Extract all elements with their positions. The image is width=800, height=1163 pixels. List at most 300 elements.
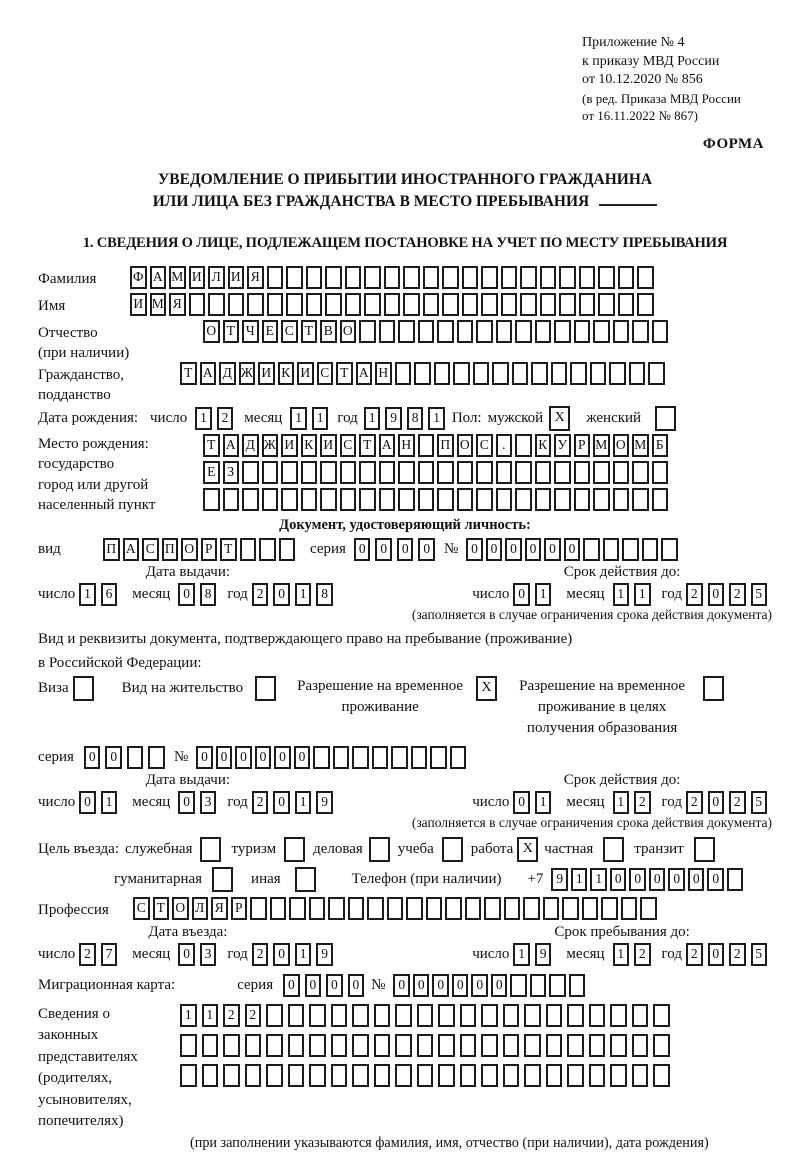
char-cell[interactable] [613,461,630,484]
char-cell[interactable] [570,362,587,385]
char-cell[interactable]: 1 [364,407,381,430]
purpose-private-checkbox[interactable] [603,837,624,862]
char-cell[interactable] [629,362,646,385]
char-cell[interactable]: 0 [491,974,508,997]
char-cell[interactable]: 0 [486,538,503,561]
char-cell[interactable]: 0 [354,538,371,561]
char-cell[interactable]: 0 [397,538,414,561]
char-cell[interactable]: 1 [428,407,445,430]
char-cell[interactable] [503,1064,520,1087]
char-cell[interactable] [601,897,618,920]
char-cell[interactable] [309,1064,326,1087]
char-cell[interactable]: П [437,434,454,457]
char-cell[interactable] [653,1034,670,1057]
char-cell[interactable]: Б [652,434,669,457]
char-cell[interactable] [359,320,376,343]
char-cell[interactable]: 0 [274,746,291,769]
char-cell[interactable] [403,266,420,289]
char-cell[interactable]: Т [203,434,220,457]
char-cell[interactable]: 0 [513,583,530,606]
char-cell[interactable] [345,293,362,316]
char-cell[interactable] [652,320,669,343]
char-cell[interactable]: 2 [686,943,703,966]
char-cell[interactable]: 0 [305,974,322,997]
char-cell[interactable] [622,538,639,561]
char-cell[interactable]: 0 [525,538,542,561]
char-cell[interactable]: Ж [262,434,279,457]
char-cell[interactable] [395,1064,412,1087]
char-cell[interactable]: З [223,461,240,484]
char-cell[interactable] [501,266,518,289]
char-cell[interactable]: 0 [375,538,392,561]
char-cell[interactable] [223,1034,240,1057]
char-cell[interactable] [610,1004,627,1027]
char-cell[interactable]: 2 [686,791,703,814]
char-cell[interactable]: М [632,434,649,457]
char-cell[interactable] [148,746,165,769]
char-cell[interactable]: Е [203,461,220,484]
char-cell[interactable]: П [162,538,179,561]
char-cell[interactable] [492,362,509,385]
char-cell[interactable] [567,1004,584,1027]
char-cell[interactable] [504,897,521,920]
char-cell[interactable] [457,461,474,484]
purpose-business-checkbox[interactable] [369,837,390,862]
char-cell[interactable] [270,897,287,920]
char-cell[interactable] [340,461,357,484]
char-cell[interactable]: 9 [316,943,333,966]
char-cell[interactable]: И [130,293,147,316]
char-cell[interactable] [618,293,635,316]
char-cell[interactable]: 2 [729,791,746,814]
char-cell[interactable]: 0 [413,974,430,997]
char-cell[interactable]: Ж [239,362,256,385]
char-cell[interactable] [524,1064,541,1087]
char-cell[interactable] [535,320,552,343]
char-cell[interactable] [127,746,144,769]
char-cell[interactable]: О [457,434,474,457]
char-cell[interactable]: О [181,538,198,561]
char-cell[interactable] [208,293,225,316]
char-cell[interactable]: Р [574,434,591,457]
char-cell[interactable]: 1 [535,583,552,606]
char-cell[interactable] [437,320,454,343]
char-cell[interactable]: М [150,293,167,316]
char-cell[interactable] [473,362,490,385]
char-cell[interactable] [374,1004,391,1027]
char-cell[interactable]: 0 [235,746,252,769]
char-cell[interactable] [384,266,401,289]
char-cell[interactable]: 1 [571,868,588,891]
char-cell[interactable] [414,362,431,385]
char-cell[interactable]: 1 [613,583,630,606]
char-cell[interactable] [180,1064,197,1087]
char-cell[interactable]: 2 [252,943,269,966]
char-cell[interactable] [352,1064,369,1087]
char-cell[interactable] [621,897,638,920]
char-cell[interactable] [653,1004,670,1027]
char-cell[interactable]: 0 [196,746,213,769]
char-cell[interactable]: 2 [79,943,96,966]
char-cell[interactable] [418,320,435,343]
char-cell[interactable] [589,1034,606,1057]
char-cell[interactable]: 0 [564,538,581,561]
char-cell[interactable]: 8 [407,407,424,430]
char-cell[interactable]: С [317,362,334,385]
char-cell[interactable] [384,293,401,316]
char-cell[interactable]: Н [398,434,415,457]
char-cell[interactable] [288,1064,305,1087]
char-cell[interactable]: 3 [200,943,217,966]
char-cell[interactable]: Н [375,362,392,385]
char-cell[interactable] [406,897,423,920]
char-cell[interactable]: 0 [273,791,290,814]
char-cell[interactable] [567,1034,584,1057]
char-cell[interactable]: А [379,434,396,457]
char-cell[interactable]: 0 [294,746,311,769]
char-cell[interactable] [242,488,259,511]
char-cell[interactable]: С [476,434,493,457]
char-cell[interactable] [434,362,451,385]
char-cell[interactable] [613,320,630,343]
char-cell[interactable]: 0 [544,538,561,561]
char-cell[interactable]: 1 [202,1004,219,1027]
char-cell[interactable]: А [356,362,373,385]
char-cell[interactable]: 0 [273,583,290,606]
char-cell[interactable] [562,897,579,920]
char-cell[interactable] [437,488,454,511]
char-cell[interactable] [403,293,420,316]
char-cell[interactable] [306,266,323,289]
char-cell[interactable]: 9 [385,407,402,430]
char-cell[interactable] [279,538,296,561]
char-cell[interactable]: 2 [634,943,651,966]
char-cell[interactable] [642,538,659,561]
char-cell[interactable] [240,538,257,561]
residence-permit-checkbox[interactable] [255,676,276,701]
char-cell[interactable]: 1 [295,583,312,606]
char-cell[interactable] [523,897,540,920]
char-cell[interactable]: 0 [513,791,530,814]
char-cell[interactable] [546,1004,563,1027]
char-cell[interactable]: 2 [634,791,651,814]
char-cell[interactable]: 0 [178,583,195,606]
char-cell[interactable]: И [258,362,275,385]
char-cell[interactable]: 0 [216,746,233,769]
char-cell[interactable]: 1 [513,943,530,966]
char-cell[interactable]: 0 [348,974,365,997]
char-cell[interactable] [438,1004,455,1027]
char-cell[interactable]: 0 [708,943,725,966]
char-cell[interactable] [457,320,474,343]
char-cell[interactable] [543,897,560,920]
char-cell[interactable]: 0 [452,974,469,997]
char-cell[interactable] [333,746,350,769]
char-cell[interactable]: Ч [242,320,259,343]
char-cell[interactable] [306,293,323,316]
char-cell[interactable]: 3 [200,791,217,814]
char-cell[interactable] [520,266,537,289]
char-cell[interactable] [559,266,576,289]
char-cell[interactable] [286,293,303,316]
char-cell[interactable] [309,897,326,920]
char-cell[interactable]: 1 [613,791,630,814]
char-cell[interactable] [648,362,665,385]
char-cell[interactable] [395,362,412,385]
char-cell[interactable] [520,293,537,316]
char-cell[interactable]: 1 [79,583,96,606]
char-cell[interactable] [613,488,630,511]
char-cell[interactable]: М [593,434,610,457]
char-cell[interactable] [331,1064,348,1087]
char-cell[interactable]: 0 [283,974,300,997]
char-cell[interactable] [359,461,376,484]
char-cell[interactable] [462,293,479,316]
char-cell[interactable]: О [613,434,630,457]
char-cell[interactable] [430,746,447,769]
char-cell[interactable] [288,1034,305,1057]
char-cell[interactable] [460,1064,477,1087]
char-cell[interactable] [583,538,600,561]
char-cell[interactable]: О [203,320,220,343]
char-cell[interactable] [481,266,498,289]
char-cell[interactable] [309,1004,326,1027]
purpose-humanitarian-checkbox[interactable] [212,867,233,892]
char-cell[interactable]: 5 [751,943,768,966]
char-cell[interactable] [281,461,298,484]
char-cell[interactable] [331,1034,348,1057]
char-cell[interactable] [267,266,284,289]
char-cell[interactable] [661,538,678,561]
char-cell[interactable] [554,488,571,511]
char-cell[interactable] [228,293,245,316]
char-cell[interactable]: 0 [84,746,101,769]
char-cell[interactable] [610,1034,627,1057]
char-cell[interactable] [460,1034,477,1057]
char-cell[interactable] [418,488,435,511]
temp-permit-checkbox[interactable]: X [476,676,497,701]
char-cell[interactable] [593,488,610,511]
char-cell[interactable] [535,488,552,511]
char-cell[interactable]: Т [301,320,318,343]
char-cell[interactable] [501,293,518,316]
char-cell[interactable]: 0 [466,538,483,561]
char-cell[interactable] [442,293,459,316]
char-cell[interactable]: 1 [295,943,312,966]
char-cell[interactable] [418,461,435,484]
char-cell[interactable] [637,293,654,316]
char-cell[interactable] [515,488,532,511]
char-cell[interactable] [345,266,362,289]
char-cell[interactable]: 0 [708,583,725,606]
char-cell[interactable] [180,1034,197,1057]
char-cell[interactable] [632,1064,649,1087]
female-checkbox[interactable] [655,406,676,431]
purpose-tourism-checkbox[interactable] [284,837,305,862]
char-cell[interactable] [554,461,571,484]
char-cell[interactable] [481,1004,498,1027]
char-cell[interactable]: Т [336,362,353,385]
edu-permit-checkbox[interactable] [703,676,724,701]
char-cell[interactable]: Ф [130,266,147,289]
char-cell[interactable]: Л [208,266,225,289]
char-cell[interactable] [460,1004,477,1027]
char-cell[interactable] [411,746,428,769]
char-cell[interactable]: 2 [245,1004,262,1027]
char-cell[interactable] [484,897,501,920]
char-cell[interactable] [242,461,259,484]
char-cell[interactable]: 1 [535,791,552,814]
char-cell[interactable]: 2 [252,583,269,606]
char-cell[interactable] [223,488,240,511]
char-cell[interactable]: О [340,320,357,343]
char-cell[interactable] [379,461,396,484]
char-cell[interactable] [379,488,396,511]
char-cell[interactable]: 5 [751,583,768,606]
char-cell[interactable] [398,461,415,484]
char-cell[interactable]: 0 [105,746,122,769]
char-cell[interactable] [417,1034,434,1057]
char-cell[interactable] [589,1064,606,1087]
char-cell[interactable]: 0 [326,974,343,997]
char-cell[interactable]: 1 [590,868,607,891]
char-cell[interactable] [503,1034,520,1057]
char-cell[interactable]: И [189,266,206,289]
char-cell[interactable] [546,1064,563,1087]
char-cell[interactable] [266,1064,283,1087]
char-cell[interactable] [438,1064,455,1087]
char-cell[interactable]: 1 [195,407,212,430]
char-cell[interactable] [610,1064,627,1087]
char-cell[interactable] [652,488,669,511]
char-cell[interactable] [391,746,408,769]
char-cell[interactable] [652,461,669,484]
char-cell[interactable] [540,266,557,289]
char-cell[interactable] [462,266,479,289]
char-cell[interactable]: 2 [686,583,703,606]
char-cell[interactable]: К [278,362,295,385]
char-cell[interactable]: 1 [290,407,307,430]
char-cell[interactable] [632,461,649,484]
char-cell[interactable]: К [301,434,318,457]
char-cell[interactable]: И [320,434,337,457]
char-cell[interactable] [266,1034,283,1057]
char-cell[interactable]: 0 [708,791,725,814]
char-cell[interactable]: И [297,362,314,385]
char-cell[interactable] [598,266,615,289]
char-cell[interactable]: 0 [610,868,627,891]
char-cell[interactable] [476,320,493,343]
char-cell[interactable]: А [150,266,167,289]
char-cell[interactable] [530,974,547,997]
char-cell[interactable] [417,1064,434,1087]
char-cell[interactable] [247,293,264,316]
char-cell[interactable] [618,266,635,289]
char-cell[interactable]: С [281,320,298,343]
char-cell[interactable] [423,293,440,316]
char-cell[interactable] [481,1064,498,1087]
char-cell[interactable] [453,362,470,385]
char-cell[interactable] [374,1064,391,1087]
char-cell[interactable] [554,320,571,343]
char-cell[interactable] [515,461,532,484]
char-cell[interactable] [328,897,345,920]
char-cell[interactable] [286,266,303,289]
char-cell[interactable]: 0 [629,868,646,891]
char-cell[interactable] [589,1004,606,1027]
char-cell[interactable] [574,488,591,511]
char-cell[interactable]: 0 [393,974,410,997]
char-cell[interactable]: Т [153,897,170,920]
char-cell[interactable] [632,320,649,343]
char-cell[interactable]: А [200,362,217,385]
char-cell[interactable] [438,1034,455,1057]
char-cell[interactable]: С [340,434,357,457]
char-cell[interactable]: Д [219,362,236,385]
char-cell[interactable] [637,266,654,289]
char-cell[interactable] [450,746,467,769]
char-cell[interactable] [582,897,599,920]
char-cell[interactable]: И [228,266,245,289]
visa-checkbox[interactable] [73,676,94,701]
char-cell[interactable]: 0 [688,868,705,891]
purpose-work-checkbox[interactable]: X [517,837,538,862]
char-cell[interactable]: 0 [432,974,449,997]
char-cell[interactable]: 9 [535,943,552,966]
char-cell[interactable] [398,320,415,343]
char-cell[interactable]: 0 [668,868,685,891]
char-cell[interactable]: 1 [634,583,651,606]
char-cell[interactable] [569,974,586,997]
char-cell[interactable] [340,488,357,511]
char-cell[interactable] [603,538,620,561]
char-cell[interactable] [496,488,513,511]
char-cell[interactable] [331,1004,348,1027]
char-cell[interactable] [374,1034,391,1057]
char-cell[interactable] [593,320,610,343]
char-cell[interactable] [546,1034,563,1057]
char-cell[interactable] [567,1064,584,1087]
char-cell[interactable]: 2 [252,791,269,814]
char-cell[interactable] [352,746,369,769]
char-cell[interactable]: Т [359,434,376,457]
purpose-official-checkbox[interactable] [200,837,221,862]
char-cell[interactable]: 2 [729,943,746,966]
char-cell[interactable]: Е [262,320,279,343]
char-cell[interactable] [540,293,557,316]
char-cell[interactable] [496,461,513,484]
char-cell[interactable]: С [142,538,159,561]
char-cell[interactable] [510,974,527,997]
char-cell[interactable] [590,362,607,385]
char-cell[interactable] [476,461,493,484]
char-cell[interactable]: 6 [101,583,118,606]
char-cell[interactable] [395,1004,412,1027]
char-cell[interactable]: У [554,434,571,457]
char-cell[interactable] [267,293,284,316]
char-cell[interactable]: П [103,538,120,561]
char-cell[interactable] [309,1034,326,1057]
char-cell[interactable]: 8 [316,583,333,606]
char-cell[interactable] [535,461,552,484]
char-cell[interactable]: 2 [223,1004,240,1027]
char-cell[interactable] [417,1004,434,1027]
char-cell[interactable]: Т [180,362,197,385]
char-cell[interactable]: 0 [255,746,272,769]
char-cell[interactable] [379,320,396,343]
char-cell[interactable] [512,362,529,385]
char-cell[interactable]: 0 [178,791,195,814]
